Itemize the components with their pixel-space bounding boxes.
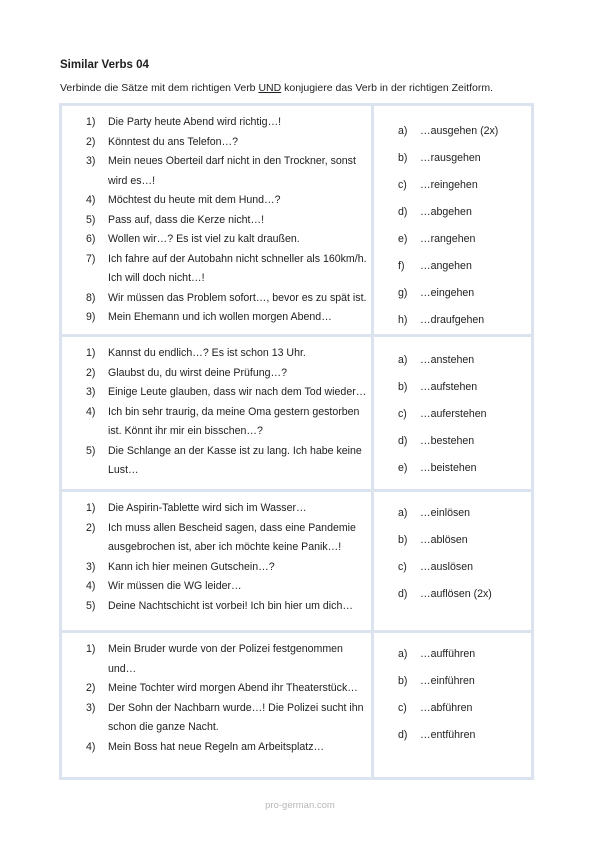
verb-option xyxy=(398,124,531,138)
option-letter: b) xyxy=(398,675,408,687)
option-letter: e) xyxy=(398,462,408,474)
option-verb: …angehen xyxy=(420,260,472,272)
sentence-item xyxy=(86,738,367,758)
sentence-number: 3) xyxy=(86,560,96,573)
sentence-number: 5) xyxy=(86,444,96,457)
sentence-item xyxy=(86,344,367,364)
sentence-text: Einige Leute glauben, dass wir nach dem Tod wieder… xyxy=(108,386,367,398)
sentence-number: 2) xyxy=(86,135,96,148)
sentence-item xyxy=(86,403,367,442)
sentence-item xyxy=(86,289,367,309)
sentence-number: 9) xyxy=(86,311,96,323)
exercise-block-fuehren xyxy=(62,633,531,777)
instruction-underlined: UND xyxy=(258,82,282,94)
sentence-text: Deine Nachtschicht ist vorbei! Ich bin hier um dich… xyxy=(108,599,353,612)
option-verb: …reingehen xyxy=(420,179,478,191)
sentence-text: Ich muss allen Bescheid sagen, dass eine Pandemie ausgebrochen ist, aber ich möchte keine Panik…! xyxy=(108,521,356,553)
option-verb: …einführen xyxy=(420,675,475,687)
option-verb: …abgehen xyxy=(420,206,472,218)
sentence-list xyxy=(62,106,371,334)
verb-option xyxy=(398,533,531,547)
sentence-item xyxy=(86,442,367,481)
verb-option xyxy=(398,560,531,574)
sentence-number: 1) xyxy=(86,347,96,359)
sentence-text: Die Party heute Abend wird richtig…! xyxy=(108,116,282,128)
option-letter: e) xyxy=(398,233,408,245)
verb-option xyxy=(398,380,531,394)
sentence-item xyxy=(86,191,367,211)
sentence-number: 8) xyxy=(86,291,96,304)
sentence-text: Möchtest du heute mit dem Hund…? xyxy=(108,194,281,206)
option-letter: a) xyxy=(398,125,408,137)
option-verb: …bestehen xyxy=(420,435,475,447)
verb-option xyxy=(398,151,531,165)
option-verb: …rausgehen xyxy=(420,152,481,164)
verb-option xyxy=(398,728,531,742)
option-verb: …aufstehen xyxy=(420,381,478,393)
sentence-text: Mein Boss hat neue Regeln am Arbeitsplatz… xyxy=(108,740,325,753)
sentence-text: Mein neues Oberteil darf nicht in den Trockner, sonst wird es…! xyxy=(108,155,356,187)
sentence-number: 6) xyxy=(86,233,96,245)
exercise-grid xyxy=(59,103,534,780)
sentence-text: Mein Ehemann und ich wollen morgen Abend… xyxy=(108,311,332,323)
option-verb: …auslösen xyxy=(420,561,473,573)
sentence-text: Ich fahre auf der Autobahn nicht schneller als 160km/h. Ich will doch nicht…! xyxy=(108,252,367,284)
verb-option xyxy=(398,353,531,367)
option-letter: d) xyxy=(398,729,408,741)
sentence-item xyxy=(86,250,367,289)
sentence-number: 1) xyxy=(86,643,96,655)
option-letter: c) xyxy=(398,179,407,191)
sentence-text: Kann ich hier meinen Gutschein…? xyxy=(108,560,275,573)
sentence-number: 4) xyxy=(86,194,96,206)
option-verb: …entführen xyxy=(420,729,476,741)
option-letter: a) xyxy=(398,648,408,660)
verb-option xyxy=(398,434,531,448)
sentence-item xyxy=(86,152,367,191)
sentence-number: 4) xyxy=(86,405,96,418)
sentence-item xyxy=(86,577,367,597)
option-verb: …anstehen xyxy=(420,354,475,366)
option-verb: …ausgehen (2x) xyxy=(420,125,499,137)
sentence-text: Die Schlange an der Kasse ist zu lang. Ich habe keine Lust… xyxy=(108,444,362,476)
exercise-block-stehen xyxy=(62,337,531,489)
worksheet-title: Similar Verbs 04 xyxy=(60,59,149,71)
verb-option-list xyxy=(374,106,531,334)
sentence-number: 1) xyxy=(86,502,96,514)
verb-option xyxy=(398,286,531,300)
option-letter: a) xyxy=(398,354,408,366)
sentence-text: Kannst du endlich…? Es ist schon 13 Uhr. xyxy=(108,347,306,359)
sentence-item xyxy=(86,308,367,328)
sentence-number: 4) xyxy=(86,580,96,592)
sentence-item xyxy=(86,597,367,617)
sentence-text: Der Sohn der Nachbarn wurde…! Die Polizei sucht ihn schon die ganze Nacht. xyxy=(108,701,364,733)
option-letter: d) xyxy=(398,435,408,447)
verb-option xyxy=(398,647,531,661)
option-letter: d) xyxy=(398,206,408,218)
sentence-number: 4) xyxy=(86,740,96,753)
sentence-number: 2) xyxy=(86,366,96,379)
verb-option xyxy=(398,232,531,246)
verb-option xyxy=(398,506,531,520)
option-verb: …auflösen (2x) xyxy=(420,588,492,600)
option-letter: b) xyxy=(398,152,408,164)
sentence-item xyxy=(86,230,367,250)
option-letter: a) xyxy=(398,507,408,519)
sentence-text: Pass auf, dass die Kerze nicht…! xyxy=(108,213,265,226)
sentence-number: 1) xyxy=(86,116,96,128)
sentence-item xyxy=(86,640,367,679)
sentence-text: Könntest du ans Telefon…? xyxy=(108,135,238,148)
sentence-number: 3) xyxy=(86,155,96,167)
verb-option xyxy=(398,587,531,601)
option-letter: d) xyxy=(398,588,408,600)
sentence-text: Ich bin sehr traurig, da meine Oma gestern gestorben ist. Könnt ihr mir ein bisschen…? xyxy=(108,405,360,437)
option-letter: c) xyxy=(398,408,407,420)
sentence-number: 2) xyxy=(86,682,96,694)
option-letter: c) xyxy=(398,702,407,714)
option-verb: …ablösen xyxy=(420,534,468,546)
sentence-list xyxy=(62,633,371,777)
sentence-text: Glaubst du, du wirst deine Prüfung…? xyxy=(108,366,288,379)
instruction-after: konjugiere das Verb in der richtigen Zeitform. xyxy=(281,82,494,94)
option-verb: …draufgehen xyxy=(420,314,485,326)
sentence-item xyxy=(86,113,367,133)
option-letter: h) xyxy=(398,314,408,326)
option-verb: …aufführen xyxy=(420,648,476,660)
verb-option xyxy=(398,674,531,688)
option-verb: …abführen xyxy=(420,702,473,714)
sentence-number: 3) xyxy=(86,386,96,398)
instruction-before: Verbinde die Sätze mit dem richtigen Verb xyxy=(60,82,259,94)
sentence-text: Mein Bruder wurde von der Polizei festgenommen und… xyxy=(108,643,343,675)
verb-option-list xyxy=(374,633,531,777)
option-letter: c) xyxy=(398,561,407,573)
sentence-item xyxy=(86,211,367,231)
verb-option xyxy=(398,205,531,219)
sentence-text: Die Aspirin-Tablette wird sich im Wasser… xyxy=(108,502,307,514)
verb-option xyxy=(398,701,531,715)
sentence-number: 5) xyxy=(86,599,96,612)
verb-option xyxy=(398,461,531,475)
sentence-number: 7) xyxy=(86,252,96,265)
sentence-number: 5) xyxy=(86,213,96,226)
sentence-item xyxy=(86,519,367,558)
verb-option-list xyxy=(374,492,531,630)
instruction-text xyxy=(60,82,493,94)
sentence-item xyxy=(86,558,367,578)
sentence-text: Wollen wir…? Es ist viel zu kalt draußen. xyxy=(108,233,300,245)
sentence-number: 2) xyxy=(86,521,96,534)
footer-website: pro-german.com xyxy=(265,800,335,811)
verb-option xyxy=(398,259,531,273)
sentence-item xyxy=(86,133,367,153)
sentence-item xyxy=(86,699,367,738)
option-verb: …einlösen xyxy=(420,507,471,519)
sentence-item xyxy=(86,383,367,403)
verb-option xyxy=(398,178,531,192)
exercise-block-gehen xyxy=(62,106,531,334)
sentence-text: Wir müssen die WG leider… xyxy=(108,580,242,592)
sentence-item xyxy=(86,364,367,384)
option-verb: …rangehen xyxy=(420,233,476,245)
sentence-list xyxy=(62,492,371,630)
option-letter: b) xyxy=(398,534,408,546)
option-letter: f) xyxy=(398,260,405,272)
verb-option-list xyxy=(374,337,531,489)
verb-option xyxy=(398,407,531,421)
sentence-number: 3) xyxy=(86,701,96,714)
verb-option xyxy=(398,313,531,327)
exercise-block-loesen xyxy=(62,492,531,630)
option-letter: b) xyxy=(398,381,408,393)
sentence-item xyxy=(86,679,367,699)
sentence-item xyxy=(86,499,367,519)
sentence-text: Wir müssen das Problem sofort…, bevor es zu spät ist. xyxy=(108,291,367,304)
sentence-text: Meine Tochter wird morgen Abend ihr Theaterstück… xyxy=(108,682,358,694)
option-verb: …auferstehen xyxy=(420,408,487,420)
sentence-list xyxy=(62,337,371,489)
option-letter: g) xyxy=(398,287,408,299)
option-verb: …eingehen xyxy=(420,287,475,299)
option-verb: …beistehen xyxy=(420,462,477,474)
